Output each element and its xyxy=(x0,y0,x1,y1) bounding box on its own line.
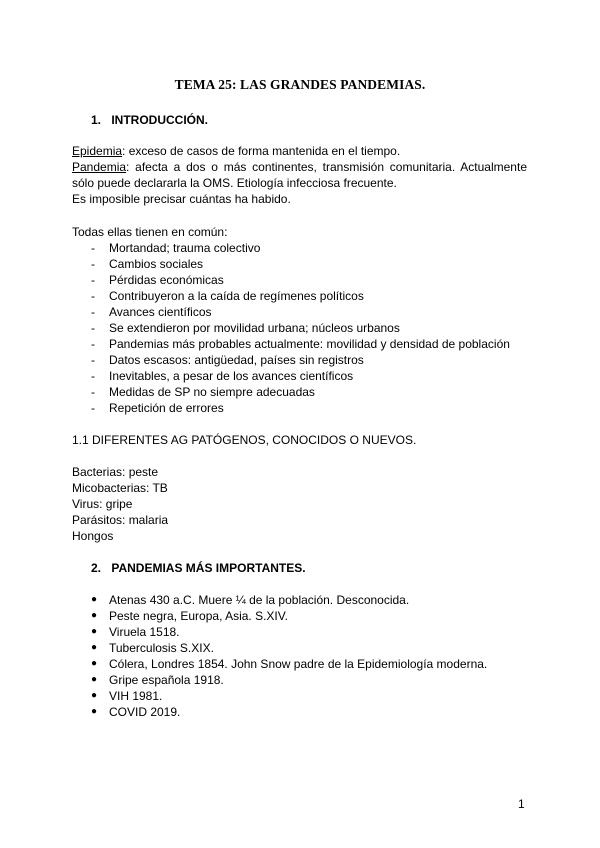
section-2-title: PANDEMIAS MÁS IMPORTANTES. xyxy=(111,561,306,575)
list-item: ● COVID 2019. xyxy=(91,705,181,719)
section-1-number: 1. xyxy=(91,113,102,127)
page-number: 1 xyxy=(518,797,525,811)
document-title: TEMA 25: LAS GRANDES PANDEMIAS. xyxy=(174,77,426,92)
pathogen-item: Hongos xyxy=(72,529,114,543)
bullet-icon: ● xyxy=(91,674,98,685)
list-item: - Avances científicos xyxy=(91,305,212,319)
list-item: - Pérdidas económicas xyxy=(91,273,224,287)
subsection-1-1-heading: 1.1 DIFERENTES AG PATÓGENOS, CONOCIDOS O NUEVOS. xyxy=(72,433,417,447)
list-item: ● Viruela 1518. xyxy=(91,625,180,639)
bullet-icon: ● xyxy=(91,642,98,653)
list-item: - Cambios sociales xyxy=(91,257,204,271)
list-item: - Inevitables, a pesar de los avances científicos xyxy=(91,369,354,383)
pathogen-item: Virus: gripe xyxy=(72,497,133,511)
list-item: - Datos escasos: antigüedad, países sin registros xyxy=(91,353,364,367)
section-1-heading xyxy=(91,113,208,127)
pandemia-term: Pandemia xyxy=(72,160,127,174)
list-item: ● Peste negra, Europa, Asia. S.XIV. xyxy=(91,609,289,623)
pandemia-def-line-1: : afecta a dos o más continentes, transmisión comunitaria. Actualmente xyxy=(126,160,527,174)
bullet-icon: ● xyxy=(91,690,98,701)
pandemia-definition-line-1 xyxy=(72,159,527,175)
list-item: ● Tuberculosis S.XIX. xyxy=(91,641,214,655)
list-item: - Contribuyeron a la caída de regímenes políticos xyxy=(91,289,364,303)
bullet-icon: ● xyxy=(91,706,98,717)
epidemia-def: : exceso de casos de forma mantenida en el tiempo. xyxy=(122,144,401,158)
list-item: - Repetición de errores xyxy=(91,401,224,415)
pathogen-item: Bacterias: peste xyxy=(72,465,159,479)
pandemia-definition-line-2: sólo puede declararla la OMS. Etiología infecciosa frecuente. xyxy=(72,176,397,190)
bullet-icon: ● xyxy=(91,610,98,621)
list-item: ● Atenas 430 a.C. Muere ¼ de la población. Desconocida. xyxy=(91,593,410,607)
list-item: - Se extendieron por movilidad urbana; núcleos urbanos xyxy=(91,321,400,335)
imposible-precisar: Es imposible precisar cuántas ha habido. xyxy=(72,192,291,206)
epidemia-definition xyxy=(72,143,400,159)
epidemia-term: Epidemia xyxy=(72,144,123,158)
list-item: ● VIH 1981. xyxy=(91,689,163,703)
common-list xyxy=(91,240,510,416)
pathogen-item: Parásitos: malaria xyxy=(72,513,169,527)
bullet-icon: ● xyxy=(91,658,98,669)
section-2-number: 2. xyxy=(91,561,102,575)
pandemics-list xyxy=(91,592,487,720)
list-item: - Mortandad; trauma colectivo xyxy=(91,241,261,255)
bullet-icon: ● xyxy=(91,594,98,605)
pathogen-item: Micobacterias: TB xyxy=(72,481,168,495)
bullet-icon: ● xyxy=(91,626,98,637)
list-item: ● Gripe española 1918. xyxy=(91,673,224,687)
section-2-heading xyxy=(91,561,306,575)
common-intro: Todas ellas tienen en común: xyxy=(72,225,228,239)
section-1-title: INTRODUCCIÓN. xyxy=(111,113,209,127)
list-item: - Medidas de SP no siempre adecuadas xyxy=(91,385,315,399)
list-item: - Pandemias más probables actualmente: movilidad y densidad de población xyxy=(91,337,510,351)
list-item: ● Cólera, Londres 1854. John Snow padre de la Epidemiología moderna. xyxy=(91,657,488,671)
